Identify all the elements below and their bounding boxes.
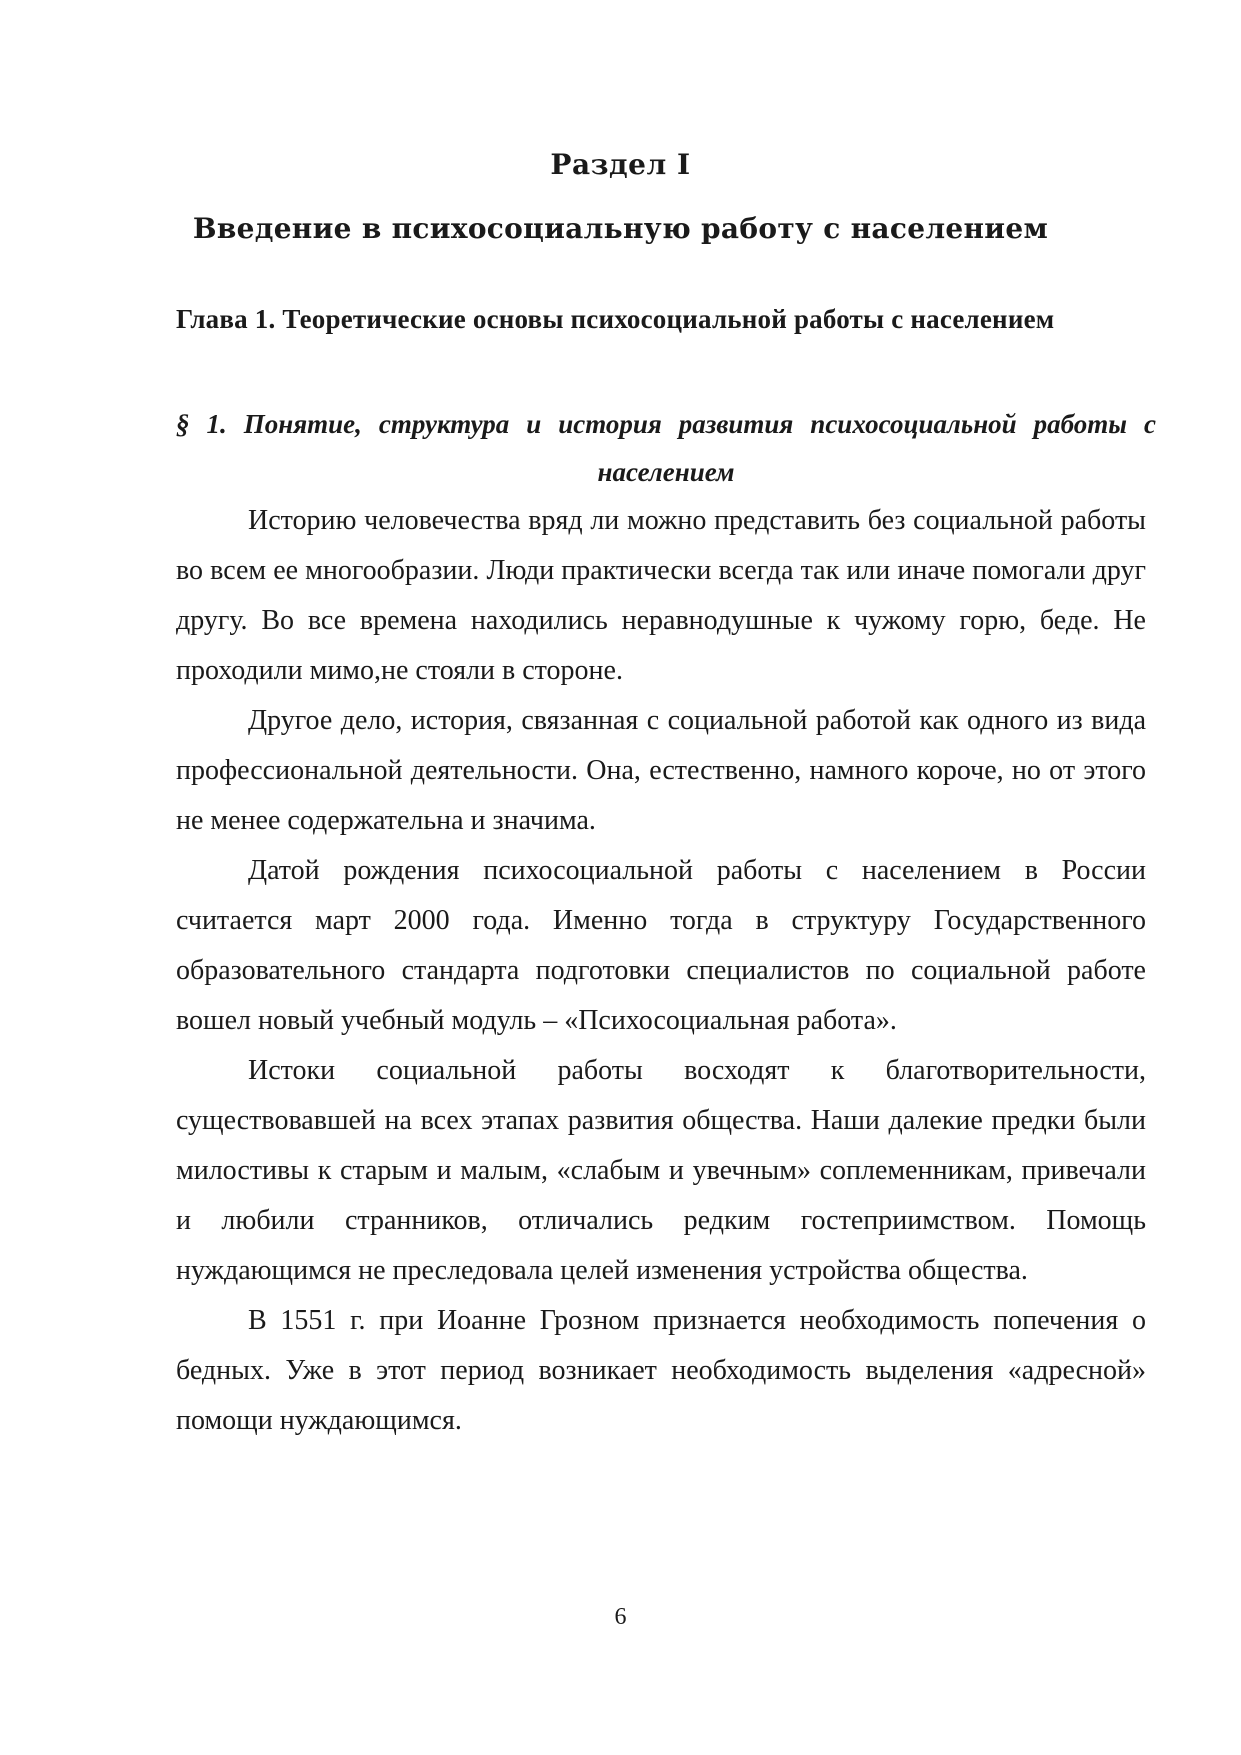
body-paragraph: Другое дело, история, связанная с социальной работой как одного из вида профессиональной деятельности. Она, естественно, намного короче, но от этого не менее содержательна и значима.	[176, 705, 1146, 836]
body-text	[176, 496, 1146, 1446]
page-number: 6	[614, 1604, 627, 1630]
paragraph-title-line1: § 1. Понятие, структура и история развития психосоциальной работы с	[176, 409, 1156, 439]
section-title: Введение в психосоциальную работу с населением	[192, 212, 1049, 245]
body-paragraph: Истоки социальной работы восходят к благотворительности, существовавшей на всех этапах развития общества. Наши далекие предки были милостивы к старым и малым, «слабым и увечным» соплеменникам, привечали и любили странников, отличались редким гостеприимством. Помощь нуждающимся не преследовала целей изменения устройства общества.	[176, 1055, 1146, 1286]
body-paragraph: Историю человечества вряд ли можно представить без социальной работы во всем ее многообразии. Люди практически всегда так или иначе помогали друг другу. Во все времена находились неравнодушные к чужому горю, беде. Не проходили мимо,не стояли в стороне.	[176, 505, 1146, 686]
body-paragraph: В 1551 г. при Иоанне Грозном признается необходимость попечения о бедных. Уже в этот период возникает необходимость выделения «адресной» помощи нуждающимся.	[176, 1305, 1146, 1436]
chapter-title: Глава 1. Теоретические основы психосоциальной работы с населением	[176, 304, 1055, 334]
section-label: Раздел I	[550, 148, 691, 181]
paragraph-title-line2: населением	[597, 457, 735, 487]
body-paragraph: Датой рождения психосоциальной работы с населением в России считается март 2000 года. Именно тогда в структуру Государственного образовательного стандарта подготовки специалистов по социальной работе вошел новый учебный модуль – «Психосоциальная работа».	[176, 855, 1146, 1036]
paragraph-title	[176, 400, 1156, 496]
